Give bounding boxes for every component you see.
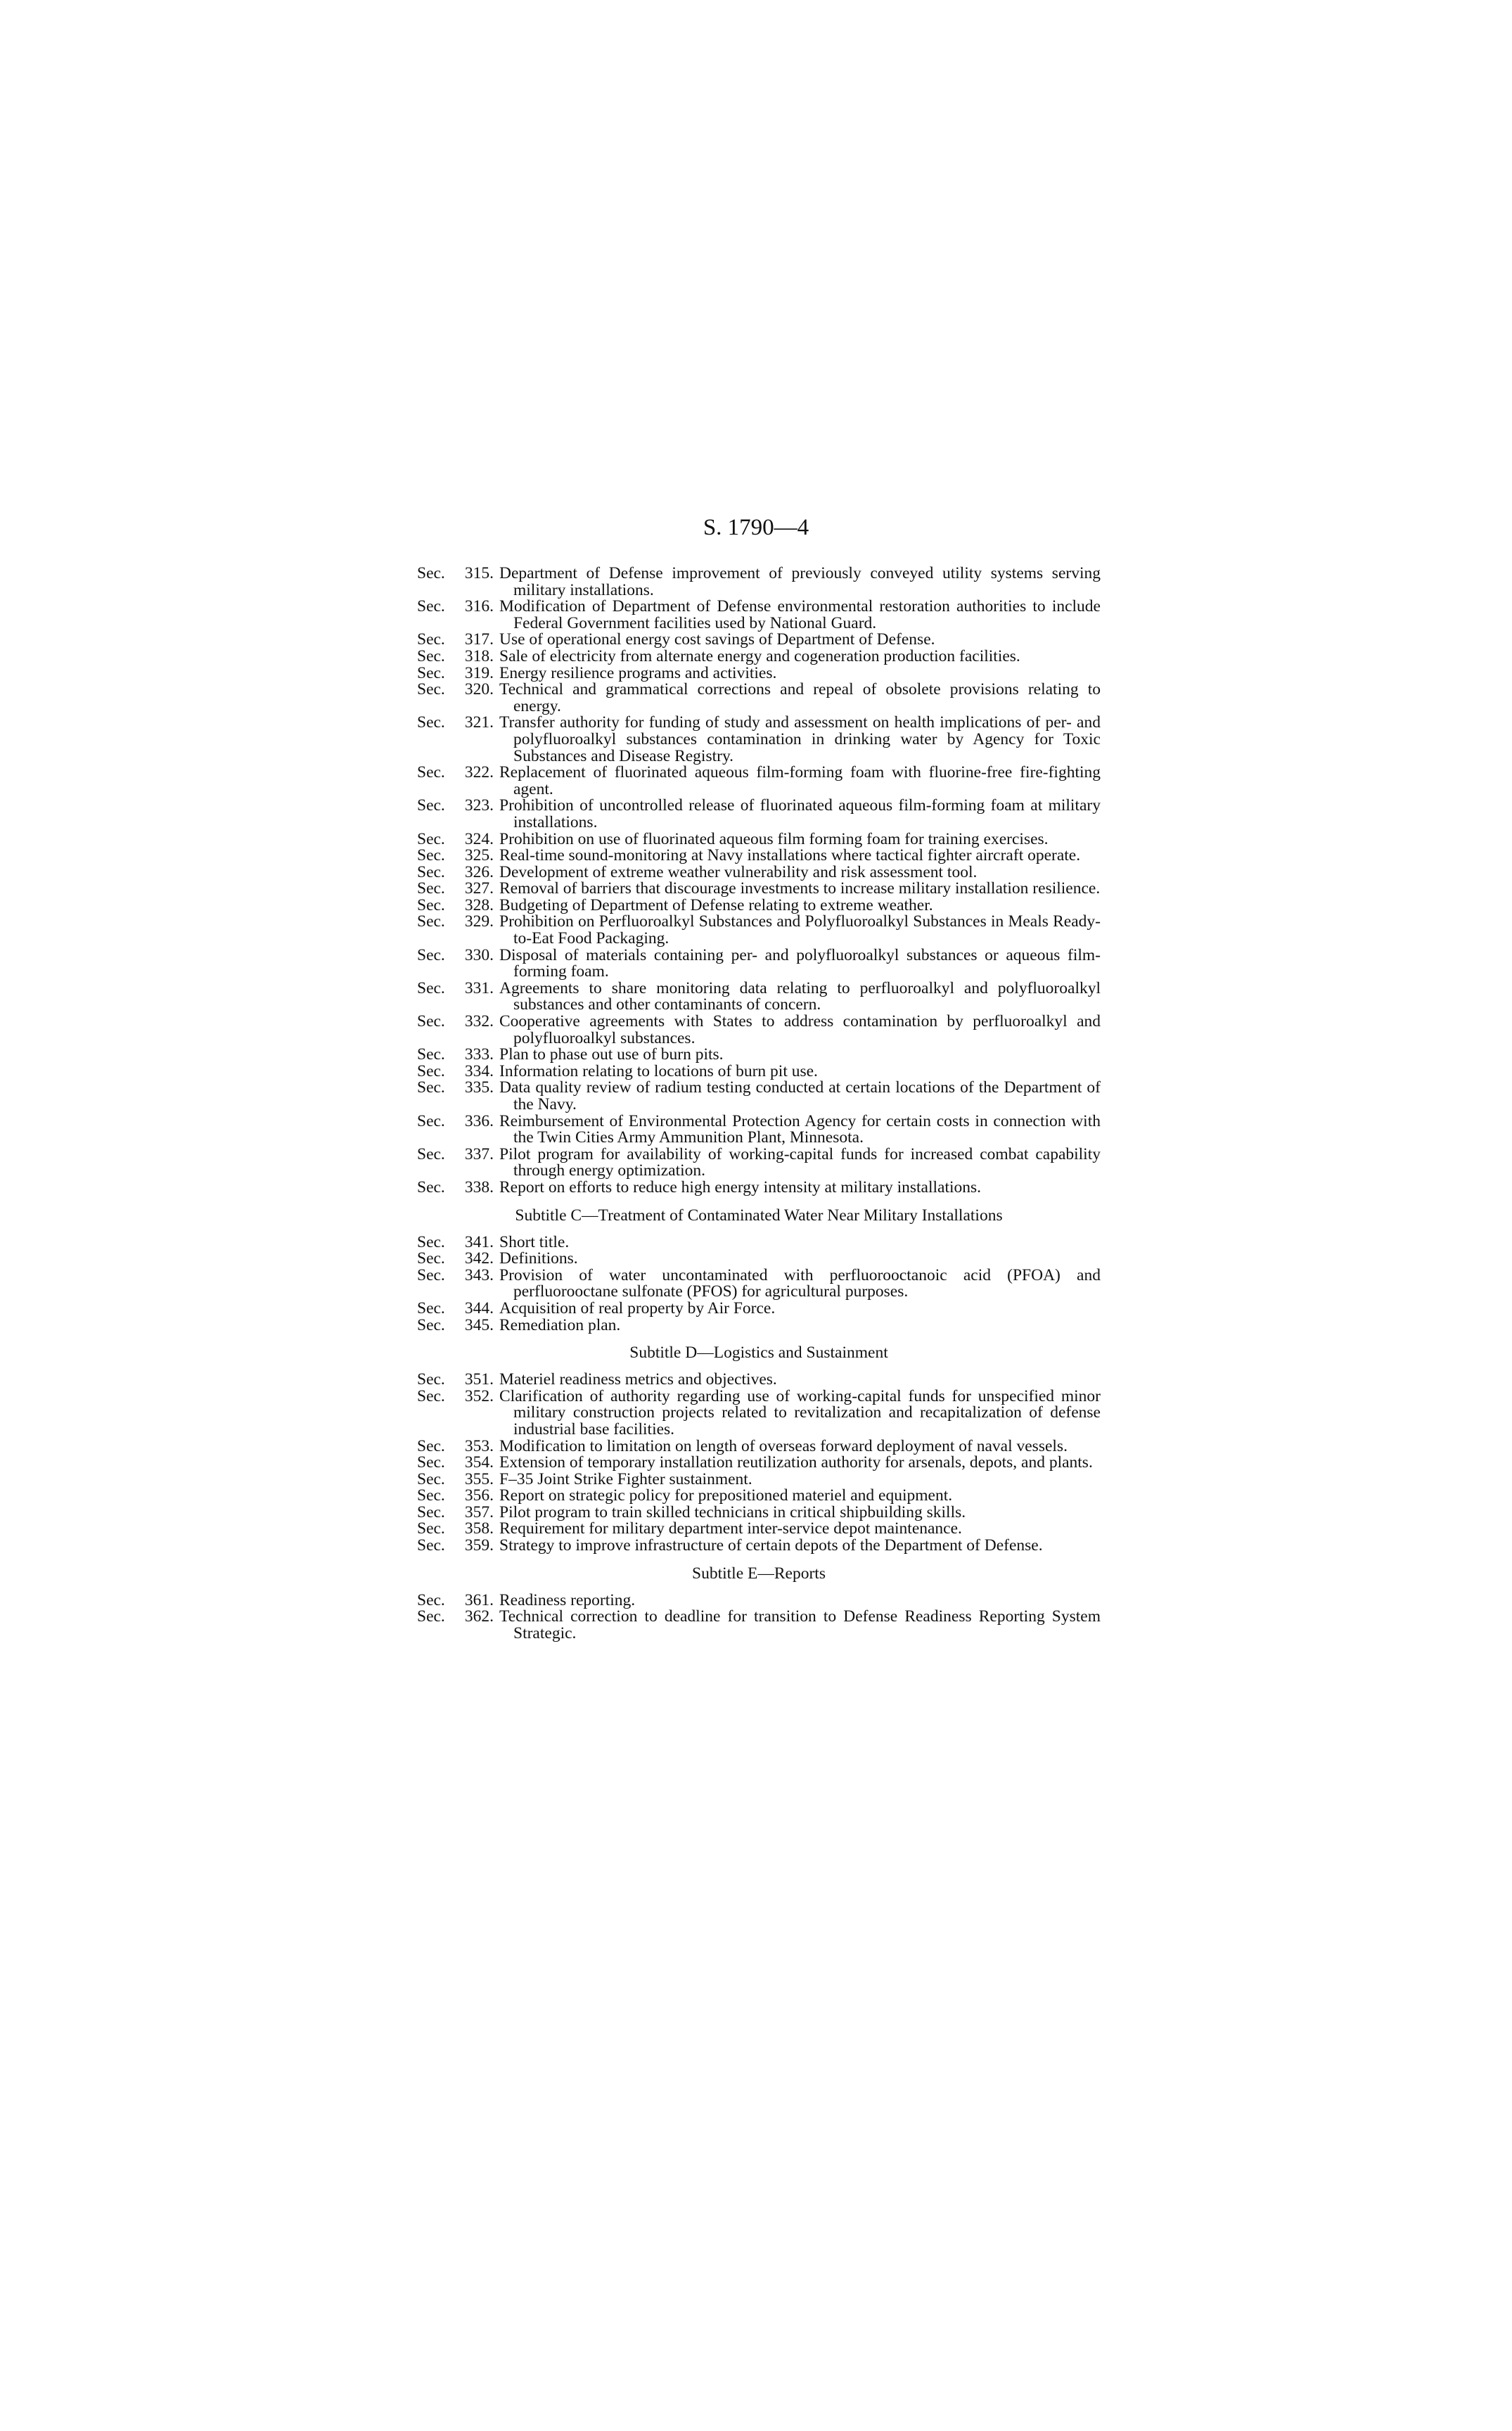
section-label: Sec. [417, 1078, 445, 1097]
section-label: Sec. [417, 1590, 445, 1609]
section-title: Definitions. [499, 1249, 578, 1268]
section-number: 327. [464, 879, 494, 898]
section-title: Real-time sound-monitoring at Navy installations where tactical fighter aircraft operate. [499, 846, 1081, 865]
section-label: Sec. [417, 829, 445, 848]
section-label: Sec. [417, 1607, 445, 1626]
section-label: Sec. [417, 1265, 445, 1284]
toc-entry [417, 1301, 1101, 1317]
section-label: Sec. [417, 895, 445, 914]
table-of-contents [417, 566, 1101, 1642]
section-title: Budgeting of Department of Defense relating to extreme weather. [499, 895, 933, 914]
toc-entry [417, 1265, 1101, 1301]
toc-entry [417, 1386, 1101, 1438]
toc-entry [417, 632, 1101, 649]
section-title: Plan to phase out use of burn pits. [499, 1045, 724, 1064]
section-number: 321. [464, 713, 494, 732]
section-number: 336. [464, 1111, 494, 1130]
section-label: Sec. [417, 1144, 445, 1163]
section-label: Sec. [417, 1315, 445, 1334]
section-number: 345. [464, 1315, 494, 1334]
section-label: Sec. [417, 1061, 445, 1080]
section-title: Readiness reporting. [499, 1590, 636, 1609]
section-number: 325. [464, 846, 494, 865]
section-label: Sec. [417, 945, 445, 964]
toc-entry [417, 914, 1101, 947]
section-number: 342. [464, 1249, 494, 1268]
section-title: Information relating to locations of burn pit use. [499, 1061, 818, 1080]
toc-entry [417, 1590, 1101, 1609]
section-label: Sec. [417, 680, 445, 699]
toc-entry [417, 848, 1101, 864]
section-title: Data quality review of radium testing conducted at certain locations of the Department of the Navy. [499, 1078, 1101, 1114]
section-label: Sec. [417, 846, 445, 865]
section-title: Department of Defense improvement of previously conveyed utility systems serving military installations. [499, 564, 1101, 599]
toc-entry [417, 1234, 1101, 1251]
toc-entry [417, 1521, 1101, 1538]
section-number: 352. [464, 1386, 494, 1405]
section-title: Materiel readiness metrics and objectives. [499, 1370, 777, 1389]
toc-entry [417, 1080, 1101, 1113]
section-label: Sec. [417, 564, 445, 582]
section-title: Removal of barriers that discourage investments to increase military installation resilience. [499, 879, 1101, 898]
toc-entry [417, 566, 1101, 599]
section-label: Sec. [417, 1536, 445, 1555]
section-number: 358. [464, 1519, 494, 1538]
toc-entry [417, 1111, 1101, 1147]
section-title: Prohibition on Perfluoroalkyl Substances and Polyfluoroalkyl Substances in Meals Ready-to-Eat Food Packaging. [499, 912, 1101, 948]
section-number: 329. [464, 912, 494, 931]
section-title: Agreements to share monitoring data relating to perfluoroalkyl and polyfluoroalkyl substances and other contaminants of concern. [499, 978, 1101, 1014]
section-number: 318. [464, 646, 494, 665]
section-label: Sec. [417, 1486, 445, 1505]
section-label: Sec. [417, 796, 445, 815]
toc-entry [417, 682, 1101, 715]
toc-entry [417, 1014, 1101, 1047]
page-header: S. 1790—4 [703, 515, 809, 540]
section-title: Energy resilience programs and activities. [499, 663, 777, 682]
section-title: Use of operational energy cost savings of Department of Defense. [499, 630, 935, 649]
toc-entry [417, 1455, 1101, 1472]
section-label: Sec. [417, 978, 445, 997]
section-number: 320. [464, 680, 494, 699]
section-number: 353. [464, 1436, 494, 1455]
section-title: Reimbursement of Environmental Protection Agency for certain costs in connection with the Twin Cities Army Ammunition Plant, Minnesota. [499, 1111, 1101, 1147]
toc-entry [417, 646, 1101, 665]
section-label: Sec. [417, 912, 445, 931]
toc-entry [417, 1047, 1101, 1064]
section-label: Sec. [417, 713, 445, 732]
section-title: Development of extreme weather vulnerability and risk assessment tool. [499, 862, 978, 881]
section-number: 351. [464, 1370, 494, 1389]
section-title: Extension of temporary installation reutilization authority for arsenals, depots, and plants. [499, 1453, 1093, 1472]
section-number: 359. [464, 1536, 494, 1555]
section-title: Report on efforts to reduce high energy intensity at military installations. [499, 1178, 982, 1197]
toc-entry [417, 1609, 1101, 1642]
section-label: Sec. [417, 1469, 445, 1488]
section-title: Provision of water uncontaminated with perfluorooctanoic acid (PFOA) and perfluorooctane sulfonate (PFOS) for agricultural purposes. [499, 1265, 1101, 1301]
section-number: 355. [464, 1469, 494, 1488]
section-number: 333. [464, 1045, 494, 1064]
section-number: 335. [464, 1078, 494, 1097]
section-number: 323. [464, 796, 494, 815]
section-number: 337. [464, 1144, 494, 1163]
section-label: Sec. [417, 663, 445, 682]
section-label: Sec. [417, 763, 445, 782]
toc-entry [417, 864, 1101, 881]
toc-entry [417, 765, 1101, 798]
section-number: 328. [464, 895, 494, 914]
section-label: Sec. [417, 1012, 445, 1031]
section-title: Short title. [499, 1232, 570, 1251]
section-label: Sec. [417, 1249, 445, 1268]
section-title: Prohibition of uncontrolled release of fluorinated aqueous film-forming foam at military installations. [499, 796, 1101, 831]
section-number: 354. [464, 1453, 494, 1472]
section-label: Sec. [417, 1299, 445, 1317]
toc-entry [417, 798, 1101, 831]
section-title: Modification to limitation on length of overseas forward deployment of naval vessels. [499, 1436, 1068, 1455]
toc-entry [417, 665, 1101, 682]
section-label: Sec. [417, 1370, 445, 1389]
section-label: Sec. [417, 1519, 445, 1538]
section-number: 326. [464, 862, 494, 881]
toc-entry [417, 831, 1101, 848]
toc-entry [417, 1180, 1101, 1197]
section-title: Strategy to improve infrastructure of certain depots of the Department of Defense. [499, 1536, 1043, 1555]
section-number: 357. [464, 1502, 494, 1521]
section-number: 324. [464, 829, 494, 848]
section-label: Sec. [417, 630, 445, 649]
toc-entry [417, 881, 1101, 898]
section-number: 317. [464, 630, 494, 649]
section-title: Pilot program for availability of working-capital funds for increased combat capability through energy optimization. [499, 1144, 1101, 1180]
section-label: Sec. [417, 1502, 445, 1521]
toc-entry [417, 1144, 1101, 1180]
section-title: Remediation plan. [499, 1315, 621, 1334]
section-title: Cooperative agreements with States to address contamination by perfluoroalkyl and polyfluoroalkyl substances. [499, 1012, 1101, 1047]
section-label: Sec. [417, 1045, 445, 1064]
section-title: Pilot program to train skilled technicians in critical shipbuilding skills. [499, 1502, 966, 1521]
section-number: 356. [464, 1486, 494, 1505]
section-title: Technical and grammatical corrections and repeal of obsolete provisions relating to energy. [499, 680, 1101, 715]
section-label: Sec. [417, 862, 445, 881]
toc-entry [417, 1251, 1101, 1268]
section-number: 338. [464, 1178, 494, 1197]
section-title: Sale of electricity from alternate energy and cogeneration production facilities. [499, 646, 1020, 665]
section-number: 334. [464, 1061, 494, 1080]
section-title: F–35 Joint Strike Fighter sustainment. [499, 1469, 752, 1488]
subtitle-heading: Subtitle E—Reports [692, 1564, 826, 1583]
toc-entry [417, 1372, 1101, 1389]
section-number: 331. [464, 978, 494, 997]
section-title: Modification of Department of Defense environmental restoration authorities to include Federal Government facilities used by National Guard. [499, 597, 1101, 632]
section-label: Sec. [417, 646, 445, 665]
section-label: Sec. [417, 1178, 445, 1197]
toc-entry [417, 1469, 1101, 1488]
section-number: 315. [464, 564, 494, 582]
toc-entry [417, 1538, 1101, 1555]
section-title: Acquisition of real property by Air Force. [499, 1299, 776, 1317]
section-number: 330. [464, 945, 494, 964]
section-title: Requirement for military department inter-service depot maintenance. [499, 1519, 962, 1538]
toc-entry [417, 1061, 1101, 1080]
toc-entry [417, 715, 1101, 765]
section-title: Replacement of fluorinated aqueous film-forming foam with fluorine-free fire-fighting agent. [499, 763, 1101, 798]
section-label: Sec. [417, 879, 445, 898]
section-label: Sec. [417, 1232, 445, 1251]
section-number: 361. [464, 1590, 494, 1609]
section-number: 344. [464, 1299, 494, 1317]
toc-entry [417, 1438, 1101, 1455]
section-label: Sec. [417, 1436, 445, 1455]
section-number: 322. [464, 763, 494, 782]
section-label: Sec. [417, 1111, 445, 1130]
section-title: Prohibition on use of fluorinated aqueous film forming foam for training exercises. [499, 829, 1049, 848]
section-number: 316. [464, 597, 494, 616]
subtitle-heading: Subtitle C—Treatment of Contaminated Water Near Military Installations [515, 1206, 1003, 1225]
section-number: 343. [464, 1265, 494, 1284]
section-number: 341. [464, 1232, 494, 1251]
section-title: Disposal of materials containing per- and polyfluoroalkyl substances or aqueous film-forming foam. [499, 945, 1101, 981]
section-number: 332. [464, 1012, 494, 1031]
section-label: Sec. [417, 1453, 445, 1472]
section-label: Sec. [417, 1386, 445, 1405]
toc-entry [417, 947, 1101, 981]
section-title: Technical correction to deadline for transition to Defense Readiness Reporting System Strategic. [499, 1607, 1101, 1642]
section-number: 319. [464, 663, 494, 682]
toc-entry [417, 1488, 1101, 1505]
section-title: Clarification of authority regarding use of working-capital funds for unspecified minor military construction projects related to revitalization and recapitalization of defense industrial base facilities. [499, 1386, 1101, 1438]
section-title: Transfer authority for funding of study and assessment on health implications of per- and polyfluoroalkyl substances contamination in drinking water by Agency for Toxic Substances and Disease Registry. [499, 713, 1101, 765]
toc-entry [417, 895, 1101, 914]
toc-entry [417, 978, 1101, 1014]
section-number: 362. [464, 1607, 494, 1626]
section-title: Report on strategic policy for prepositioned materiel and equipment. [499, 1486, 953, 1505]
section-label: Sec. [417, 597, 445, 616]
toc-entry [417, 1317, 1101, 1334]
subtitle-heading: Subtitle D—Logistics and Sustainment [629, 1344, 888, 1363]
toc-entry [417, 1502, 1101, 1521]
toc-entry [417, 599, 1101, 632]
